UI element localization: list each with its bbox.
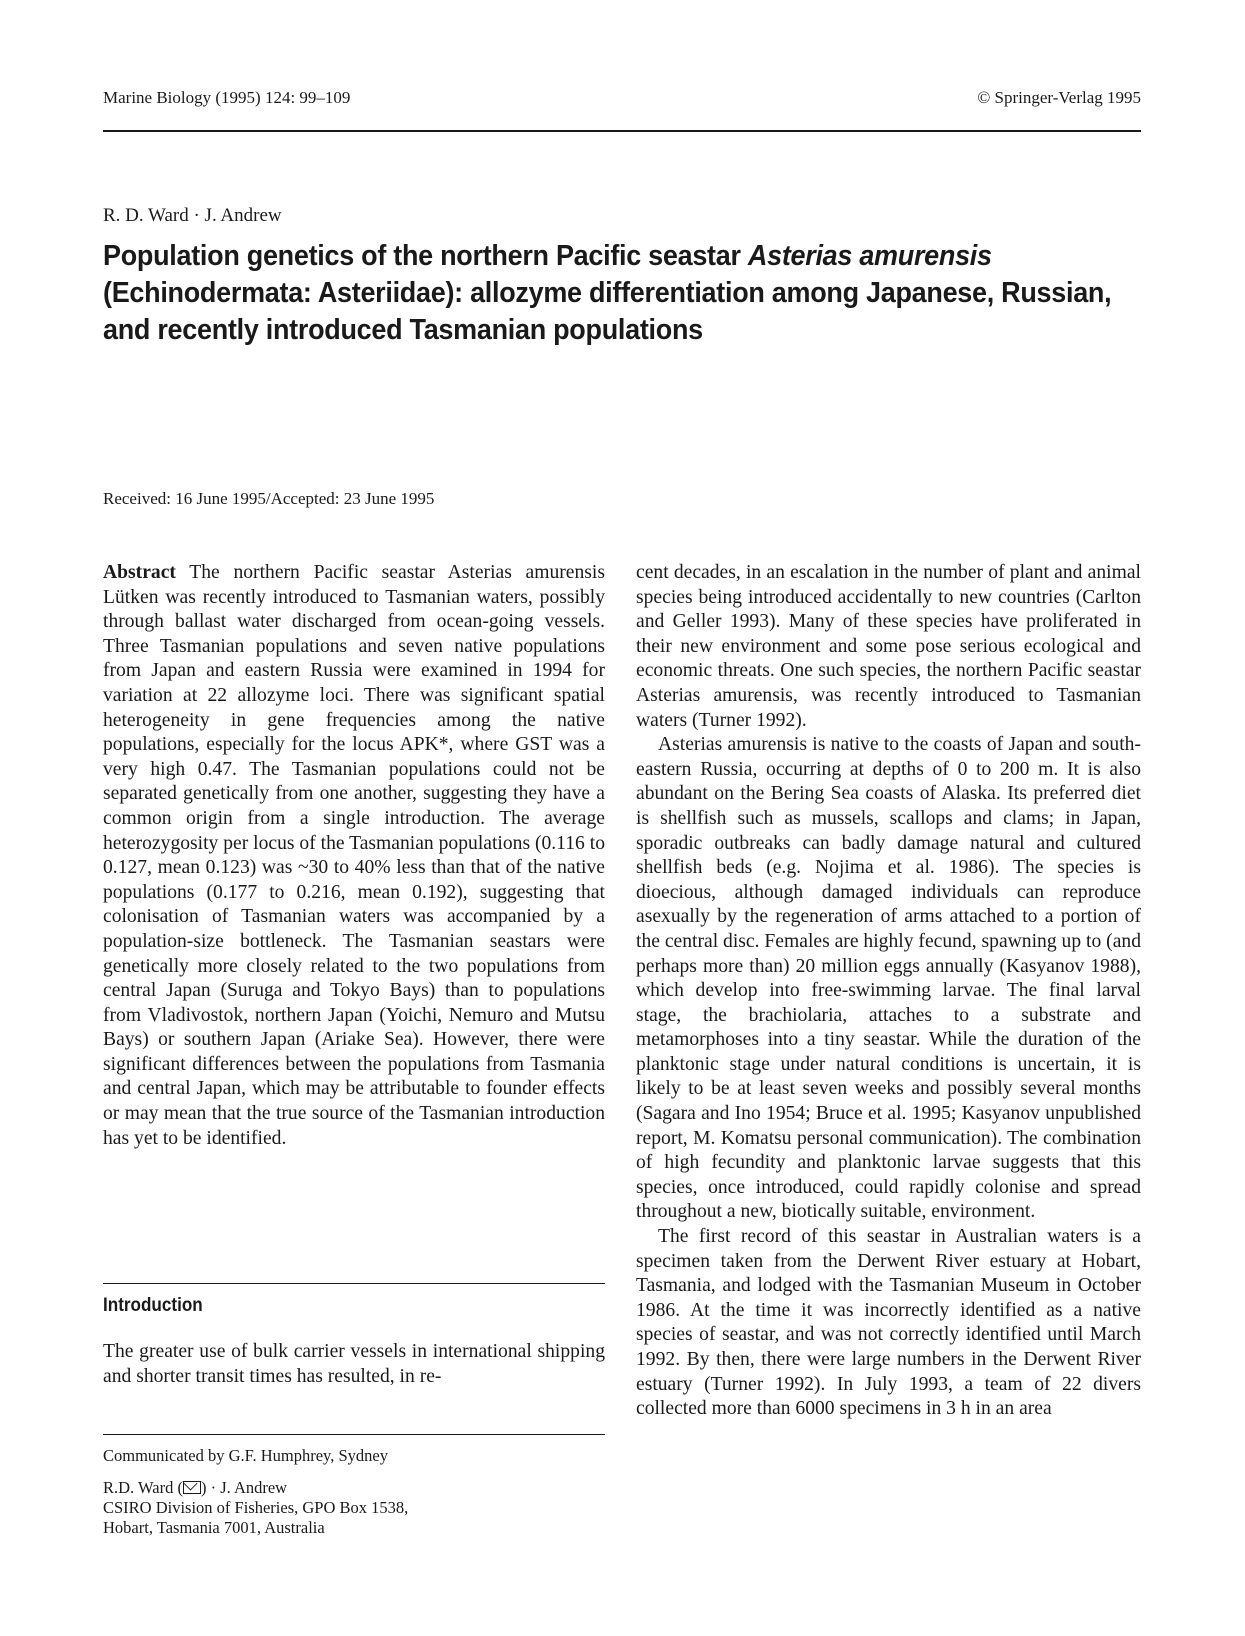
paper-title — [103, 238, 1145, 349]
envelope-icon — [183, 1481, 201, 1494]
title-part-1: Population genetics of the northern Pacific seastar — [103, 240, 748, 272]
received-dates: Received: 16 June 1995/Accepted: 23 June 1995 — [103, 489, 435, 508]
footnote-divider — [103, 1434, 605, 1435]
right-column — [636, 561, 1141, 1422]
communicated-by: Communicated by G.F. Humphrey, Sydney — [103, 1446, 388, 1465]
paragraph-3: The first record of this seastar in Australian waters is a specimen taken from the Derwent River estuary at Hobart, Tasmania, and lodged with the Tasmanian Museum in October 1986. At the time it was incorrectly identified as a native species of seastar, and was not correctly identified until March 1992. By then, there were large numbers in the Derwent River estuary (Turner 1992). In July 1993, a team of 22 divers collected more than 6000 specimens in 3 h in an area — [636, 1226, 1141, 1420]
address-line-2: Hobart, Tasmania 7001, Australia — [103, 1518, 325, 1537]
author-list: R. D. Ward · J. Andrew — [103, 205, 282, 226]
author-ward: R.D. Ward ( — [103, 1478, 183, 1497]
author-andrew: ) · J. Andrew — [200, 1478, 288, 1497]
correspondence-authors — [103, 1478, 408, 1498]
paragraph-1: cent decades, in an escalation in the number of plant and animal species being introduced accidentally to new countries (Carlton and Geller 1993). Many of these species have proliferated in their new environment and some pose serious ecological and economic threats. One such species, the northern Pacific seastar Asterias amurensis, was recently introduced to Tasmanian waters (Turner 1992). — [636, 562, 1141, 731]
title-part-2: (Echinodermata: Asteriidae): allozyme differentiation among Japanese, Russian, and recently introduced Tasmanian populations — [103, 277, 1112, 346]
abstract-block — [103, 561, 605, 1151]
title-species: Asterias amurensis — [747, 240, 992, 272]
abstract-label: Abstract — [103, 562, 176, 583]
paragraph-2: Asterias amurensis is native to the coasts of Japan and south-eastern Russia, occurring at depths of 0 to 200 m. It is also abundant on the Bering Sea coasts of Alaska. Its preferred diet is shellfish such as mussels, scallops and clams; in Japan, sporadic outbreaks can badly damage natural and cultured shellfish beds (e.g. Nojima et al. 1986). The species is dioecious, although damaged individuals can reproduce asexually by the regeneration of arms attached to a portion of the central disc. Females are highly fecund, spawning up to (and perhaps more than) 20 million eggs annually (Kasyanov 1988), which develop into free-swimming larvae. The final larval stage, the brachiolaria, attaches to a substrate and metamorphoses into a tiny seastar. While the duration of the planktonic stage under natural conditions is uncertain, it is likely to be at least seven weeks and possibly several months (Sagara and Ino 1954; Bruce et al. 1995; Kasyanov unpublished report, M. Komatsu personal communication). The combination of high fecundity and planktonic larvae suggests that this species, once introduced, could rapidly colonise and spread throughout a new, biotically suitable, environment. — [636, 734, 1141, 1223]
journal-citation: Marine Biology (1995) 124: 99–109 — [103, 88, 351, 107]
introduction-text: The greater use of bulk carrier vessels in international shipping and shorter transit times has resulted, in re- — [103, 1341, 605, 1387]
header-divider — [103, 130, 1141, 132]
address-line-1: CSIRO Division of Fisheries, GPO Box 1538, — [103, 1498, 409, 1517]
copyright-notice: © Springer-Verlag 1995 — [977, 88, 1141, 107]
introduction-divider — [103, 1283, 605, 1284]
introduction-heading: Introduction — [103, 1295, 203, 1316]
abstract-text: The northern Pacific seastar Asterias amurensis Lütken was recently introduced to Tasmanian waters, possibly through ballast water discharged from ocean-going vessels. Three Tasmanian populations and seven native populations from Japan and eastern Russia were examined in 1994 for variation at 22 allozyme loci. There was significant spatial heterogeneity in gene frequencies among the native populations, especially for the locus APK*, where GST was a very high 0.47. The Tasmanian populations could not be separated genetically from one another, suggesting they have a common origin from a single introduction. The average heterozygosity per locus of the Tasmanian populations (0.116 to 0.127, mean 0.123) was ~30 to 40% less than that of the native populations (0.177 to 0.216, mean 0.192), suggesting that colonisation of Tasmanian waters was accompanied by a population-size bottleneck. The Tasmanian seastars were genetically more closely related to the two populations from central Japan (Suruga and Tokyo Bays) than to populations from Vladivostok, northern Japan (Yoichi, Nemuro and Mutsu Bays) or southern Japan (Ariake Sea). However, there were significant differences between the populations from Tasmania and central Japan, which may be attributable to founder effects or may mean that the true source of the Tasmanian introduction has yet to be identified. — [103, 562, 605, 1149]
correspondence-block — [103, 1478, 408, 1538]
